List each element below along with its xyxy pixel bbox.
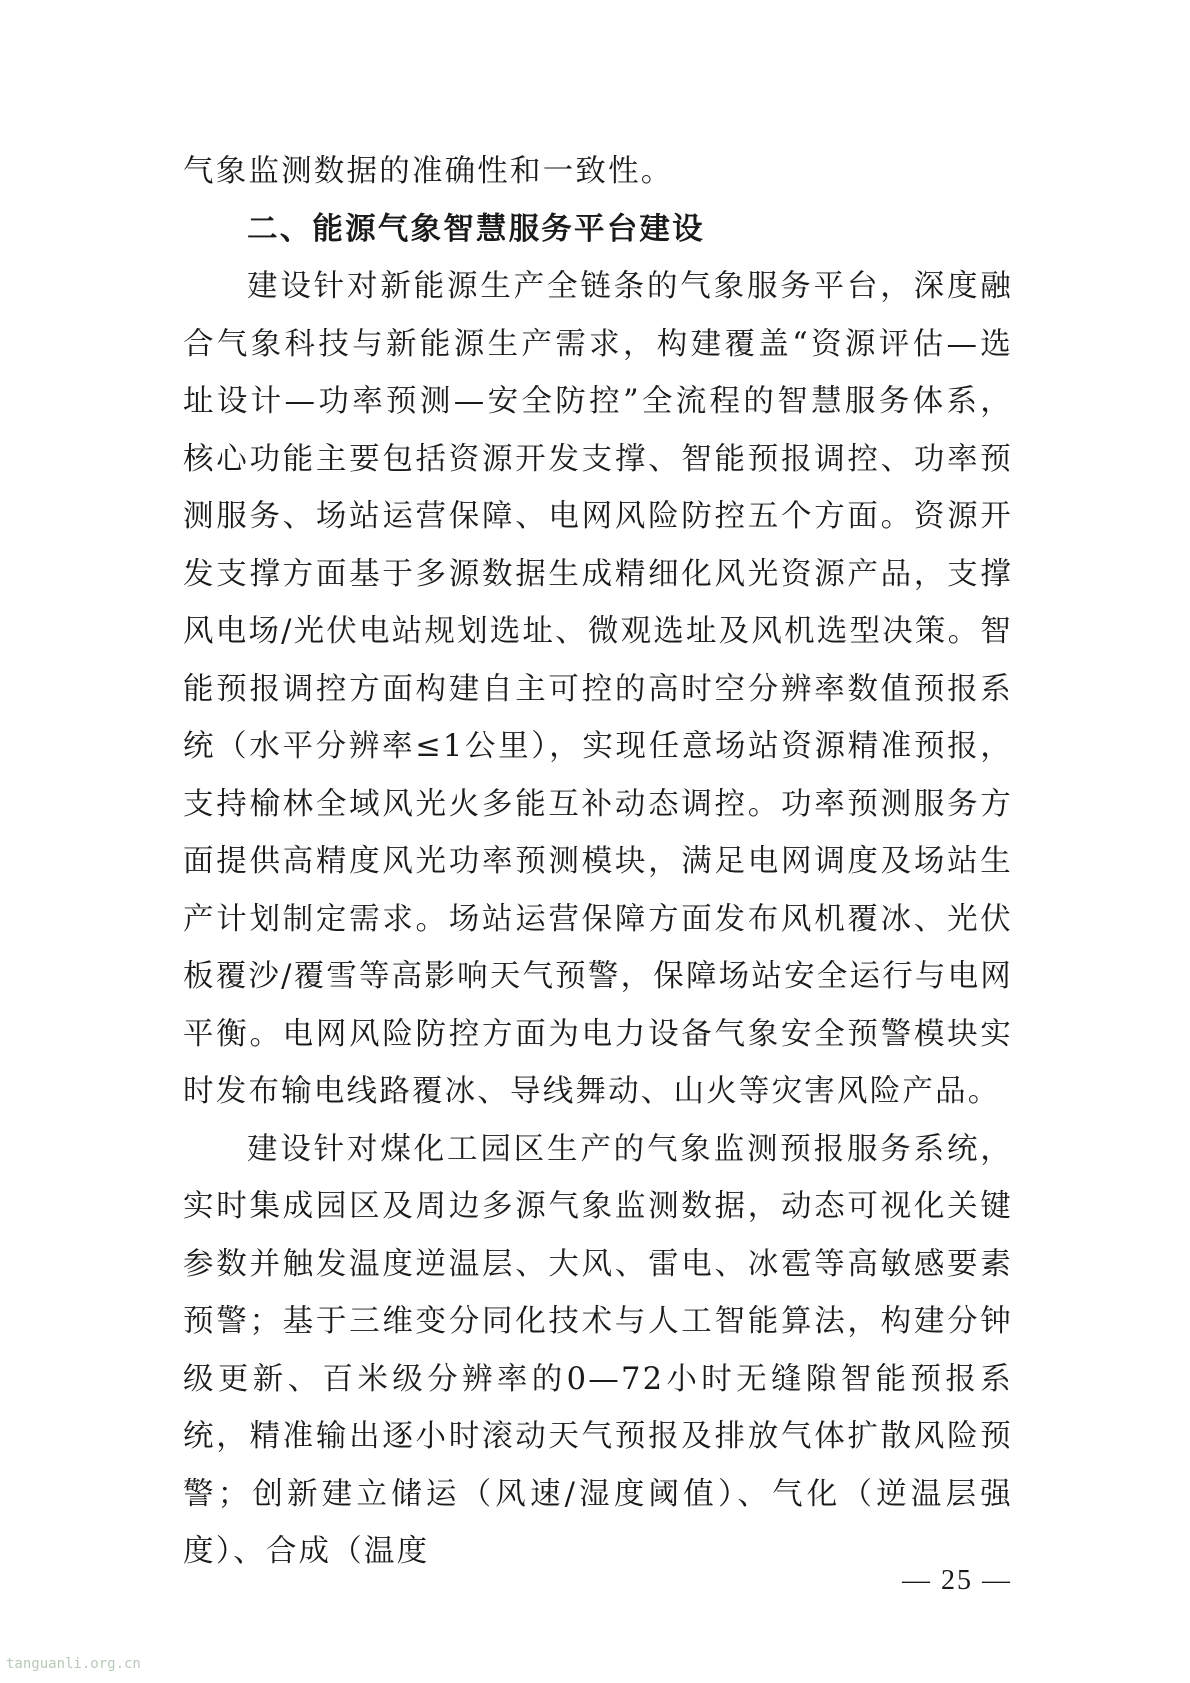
section-heading: 二、能源气象智慧服务平台建设 <box>247 211 705 247</box>
continuation-paragraph: 气象监测数据的准确性和一致性。 <box>183 154 674 189</box>
page-number: — 25 — <box>902 1565 1012 1596</box>
body-paragraph-1: 建设针对新能源生产全链条的气象服务平台，深度融合气象科技与新能源生产需求，构建覆盖“资源评估—选址设计—功率预测—安全防控”全流程的智慧服务体系，核心功能主要包括资源开发支撑、智能预报调控、功率预测服务、场站运营保障、电网风险防控五个方面。资源开发支撑方面基于多源数据生成精细化风光资源产品，支撑风电场/光伏电站规划选址、微观选址及风机选型决策。智能预报调控方面构建自主可控的高时空分辨率数值预报系统（水平分辨率≤1公里），实现任意场站资源精准预报，支持榆林全域风光火多能互补动态调控。功率预测服务方面提供高精度风光功率预测模块，满足电网调度及场站生产计划制定需求。场站运营保障方面发布风机覆冰、光伏板覆沙/覆雪等高影响天气预警，保障场站安全运行与电网平衡。电网风险防控方面为电力设备气象安全预警模块实时发布输电线路覆冰、导线舞动、山火等灾害风险产品。 <box>183 269 1013 1109</box>
document-body <box>183 143 1013 1581</box>
body-paragraph-2: 建设针对煤化工园区生产的气象监测预报服务系统，实时集成园区及周边多源气象监测数据，动态可视化关键参数并触发温度逆温层、大风、雷电、冰雹等高敏感要素预警；基于三维变分同化技术与人工智能算法，构建分钟级更新、百米级分辨率的0—72小时无缝隙智能预报系统，精准输出逐小时滚动天气预报及排放气体扩散风险预警；创新建立储运（风速/湿度阈值）、气化（逆温层强度）、合成（温度 <box>183 1131 1013 1569</box>
watermark-text: tanguanli.org.cn <box>6 1656 141 1672</box>
